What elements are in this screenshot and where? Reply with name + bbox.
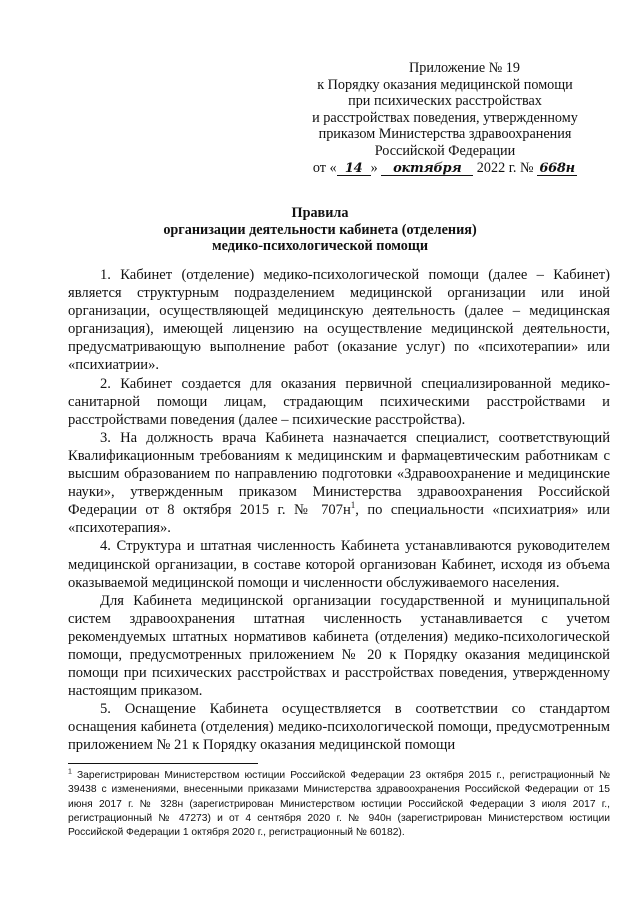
footnote-divider — [68, 763, 258, 764]
date-month: октября — [381, 161, 473, 176]
appendix-line: при психических расстройствах — [348, 93, 542, 110]
paragraph-3 — [68, 429, 610, 538]
paragraph-1: 1. Кабинет (отделение) медико-психологической помощи (далее – Кабинет) является структурным подразделением медицинской организации или иной организации, осуществляющей медицинскую деятельность (далее – медицинская организация), имеющей лицензию на осуществление медицинской деятельности, предусматривающую выполнение работ (оказание услуг) по «психотерапии» или «психиатрии». — [68, 267, 610, 374]
paragraph-5: 5. Оснащение Кабинета осуществляется в соответствии со стандартом оснащения кабинета (отделения) медико-психологической помощи, предусмотренным приложением № 21 к Порядку оказания медицинской помощи — [68, 701, 610, 754]
document-body — [68, 266, 610, 755]
appendix-date-line — [300, 160, 590, 177]
appendix-line: Российской Федерации — [374, 142, 516, 159]
appendix-number: Приложение № 19 — [409, 60, 520, 76]
appendix-line: приказом Министерства здравоохранения — [318, 126, 572, 143]
paragraph-2: 2. Кабинет создается для оказания первичной специализированной медико-санитарной помощи лицам, страдающим психическими расстройствами и расстройствами поведения (далее – психические расстройства). — [68, 375, 610, 428]
order-number: 668н — [537, 161, 577, 176]
date-mid: » — [370, 159, 378, 176]
title-line: организации деятельности кабинета (отделения) — [163, 221, 477, 238]
paragraph-3-text: 3. На должность врача Кабинета назначается специалист, соответствующий Квалификационным требованиям к медицинским и фармацевтическим работникам с высшим образованием по направлению подготовки «Здравоохранение и медицинские науки», утвержденным приказом Министерства здравоохранения Российской Федерации от 8 октября 2015 г. № 707н — [68, 429, 610, 519]
footnote — [68, 769, 610, 840]
date-prefix: от « — [312, 159, 337, 176]
title-line: медико-психологической помощи — [212, 238, 428, 254]
paragraph-3-tail: , по специальности «психиатрия» или «психотерапия». — [68, 502, 610, 537]
date-day: 14 — [337, 161, 371, 176]
appendix-header — [300, 60, 590, 176]
document-title — [60, 205, 580, 255]
appendix-line: к Порядку оказания медицинской помощи — [317, 76, 573, 93]
footnote-text: Зарегистрирован Министерством юстиции Российской Федерации 23 октября 2015 г., регистрационный № 39438 с изменениями, внесенными приказами Министерства здравоохранения Российской Федерации от 15 июня 2017 г. № 328н (зарегистрирован Министерством юстиции Российской Федерации 3 июля 2017 г., регистрационный № 47273) и от 4 сентября 2020 г. № 940н (зарегистрирован Министерством юстиции Российской Федерации 1 октября 2020 г., регистрационный № 60182). — [68, 770, 610, 839]
paragraph-4-cont: Для Кабинета медицинской организации государственной и муниципальной систем здравоохранения штатная численность устанавливается с учетом рекомендуемых штатных нормативов кабинета (отделения) медико-психологической помощи, предусмотренных приложением № 20 к Порядку оказания медицинской помощи при психических расстройствах и расстройствах поведения, утвержденному настоящим приказом. — [68, 592, 610, 700]
footnote-mark: 1 — [68, 768, 72, 776]
date-year: 2022 г. № — [476, 159, 534, 176]
paragraph-4: 4. Структура и штатная численность Кабинета устанавливаются руководителем медицинской организации, в составе которой организован Кабинет, исходя из объема оказываемой медицинской помощи и численности обслуживаемого населения. — [68, 538, 610, 591]
appendix-line: и расстройствах поведения, утвержденному — [312, 109, 578, 126]
title-line: Правила — [291, 205, 349, 221]
footnote-reference: 1 — [350, 500, 356, 511]
